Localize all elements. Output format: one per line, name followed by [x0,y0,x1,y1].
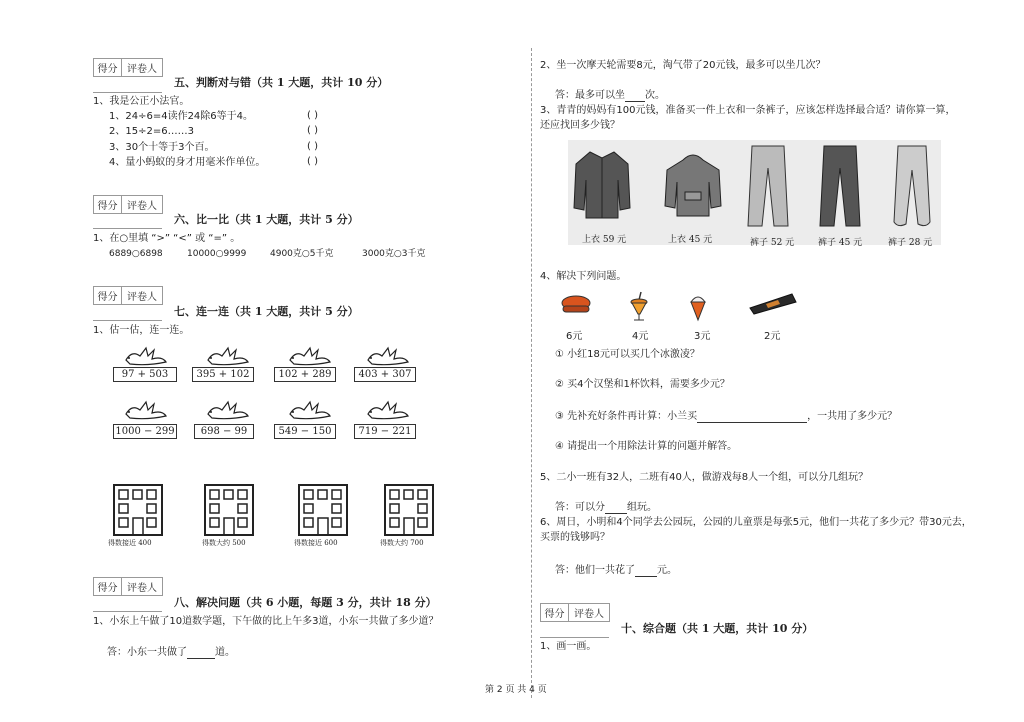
section-title: 五、判断对与错（共 1 大题，共计 10 分） [174,76,389,89]
building-caption: 得数接近 600 [294,539,338,547]
score-box [93,286,163,305]
score-underline [93,611,162,612]
clothes-price: 上衣 45 元 [668,235,713,245]
score-underline [93,92,162,93]
sub-question: ① 小红18元可以买几个冰激凌？ [555,349,700,360]
judge-item: 4、量小蚂蚁的身才用毫米作单位。 [109,157,266,168]
building-icon[interactable] [204,484,254,536]
answer-suffix: 次。 [645,90,665,101]
compare-item: 6889○6898 [109,249,163,259]
expression-box[interactable]: 698 − 99 [194,424,254,439]
answer-paren[interactable]: ( ) [307,156,318,167]
expression-box[interactable]: 403 + 307 [354,367,416,382]
clothes-picture [568,140,941,248]
score-box [93,58,163,77]
question-text: 3、青青的妈妈有100元钱，准备买一件上衣和一条裤子，应该怎样选择最合适？请你算一算， [540,105,956,116]
answer-blank[interactable] [187,646,215,659]
pigeon-icon [118,344,188,366]
pigeon-icon [200,398,270,420]
answer-blank[interactable] [635,564,657,577]
clothes-price: 裤子 45 元 [818,238,863,248]
question-text: 2、坐一次摩天轮需要8元，淘气带了20元钱，最多可以坐几次？ [540,60,826,71]
page-number: 第 2 页 共 4 页 [485,685,547,695]
compare-item: 10000○9999 [187,249,247,259]
question-text: 1、估一估，连一连。 [93,325,190,336]
grader-label: 评卷人 [127,292,157,303]
judge-item: 1、24÷6=4读作24除6等于4。 [109,111,254,122]
food-price: 6元 [566,331,583,342]
question-text: 买票的钱够吗？ [540,532,610,543]
building-icon[interactable] [298,484,348,536]
grader-label: 评卷人 [127,583,157,594]
score-label: 得分 [541,604,569,621]
sweatpants-icon [890,144,934,228]
score-label: 得分 [94,196,122,213]
hamburger-icon [561,294,591,316]
section-title: 七、连一连（共 1 大题，共计 5 分） [174,305,359,318]
building-icon[interactable] [384,484,434,536]
answer-paren[interactable]: ( ) [307,110,318,121]
pigeon-icon [360,398,430,420]
answer-prefix: 答：他们一共花了 [555,565,635,576]
clothes-price: 裤子 52 元 [750,238,795,248]
hoodie-icon [663,152,723,218]
pigeon-icon [282,398,352,420]
score-box [93,195,163,214]
pigeon-icon [118,398,188,420]
pigeon-icon [282,344,352,366]
sub-question: ② 买4个汉堡和1杯饮料，需要多少元？ [555,379,730,390]
food-price: 3元 [694,331,711,342]
section-title: 十、综合题（共 1 大题，共计 10 分） [621,622,814,635]
score-underline [93,320,162,321]
pigeon-icon [200,344,270,366]
answer-line [555,564,677,577]
answer-prefix: 答：最多可以坐 [555,90,625,101]
score-box [93,577,163,596]
sub-question-suffix: ，一共用了多少元？ [807,411,898,422]
pants-icon [746,144,790,228]
answer-suffix: 道。 [215,647,235,658]
chocolate-bar-icon [748,292,798,316]
judge-item: 3、30个十等于3个百。 [109,142,215,153]
section-title: 六、比一比（共 1 大题，共计 5 分） [174,213,359,226]
answer-paren[interactable]: ( ) [307,141,318,152]
jeans-icon [818,144,862,228]
expression-box[interactable]: 102 + 289 [274,367,336,382]
score-box [540,603,610,622]
building-caption: 得数大约 500 [202,539,246,547]
food-price: 4元 [632,331,649,342]
answer-blank[interactable] [697,410,807,423]
drink-icon [626,290,652,322]
building-caption: 得数接近 400 [108,539,152,547]
pigeon-icon [360,344,430,366]
grader-label: 评卷人 [574,609,604,620]
answer-prefix: 答：小东一共做了 [107,647,187,658]
answer-line [107,646,235,659]
clothes-price: 上衣 59 元 [582,235,627,245]
question-text: 1、小东上午做了10道数学题，下午做的比上午多3道，小东一共做了多少道？ [93,616,439,627]
question-text: 还应找回多少钱？ [540,120,620,131]
ice-cream-icon [688,292,708,322]
compare-item: 4900克○5千克 [270,249,334,259]
sub-question: ④ 请提出一个用除法计算的问题并解答。 [555,441,738,452]
jacket-icon [572,148,632,220]
question-text: 4、解决下列问题。 [540,271,627,282]
answer-prefix: 答：可以分 [555,502,605,513]
answer-blank[interactable] [625,89,645,102]
score-underline [540,637,609,638]
expression-box[interactable]: 549 − 150 [274,424,336,439]
score-label: 得分 [94,578,122,595]
answer-line [555,501,657,514]
expression-box[interactable]: 395 + 102 [192,367,254,382]
question-text: 5、二小一班有32人，二班有40人，做游戏每8人一个组，可以分几组玩？ [540,472,869,483]
compare-item: 3000克○3千克 [362,249,426,259]
building-icon[interactable] [113,484,163,536]
score-label: 得分 [94,287,122,304]
answer-suffix: 元。 [657,565,677,576]
question-text: 1、我是公正小法官。 [93,96,190,107]
answer-suffix: 组玩。 [627,502,657,513]
question-text: 6、周日，小明和4个同学去公园玩，公园的儿童票是每张5元，他们一共花了多少元？带30元去， [540,517,972,528]
answer-line [555,89,665,102]
expression-box[interactable]: 97 + 503 [113,367,177,382]
grader-label: 评卷人 [127,64,157,75]
expression-box[interactable]: 719 − 221 [354,424,416,439]
food-price: 2元 [764,331,781,342]
section-title: 八、解决问题（共 6 小题，每题 3 分，共计 18 分） [174,596,437,609]
column-divider [531,48,532,698]
expression-box[interactable]: 1000 − 299 [113,424,177,439]
judge-item: 2、15÷2=6……3 [109,126,194,137]
sub-question [555,410,897,423]
building-caption: 得数大约 700 [380,539,424,547]
clothes-price: 裤子 28 元 [888,238,933,248]
answer-blank[interactable] [605,501,627,514]
score-label: 得分 [94,59,122,76]
question-text: 1、画一画。 [540,641,597,652]
question-text: 1、在○里填 “>” “<” 或 “=” 。 [93,233,241,244]
score-underline [93,228,162,229]
grader-label: 评卷人 [127,201,157,212]
sub-question-prefix: ③ 先补充好条件再计算：小兰买 [555,411,698,422]
answer-paren[interactable]: ( ) [307,125,318,136]
